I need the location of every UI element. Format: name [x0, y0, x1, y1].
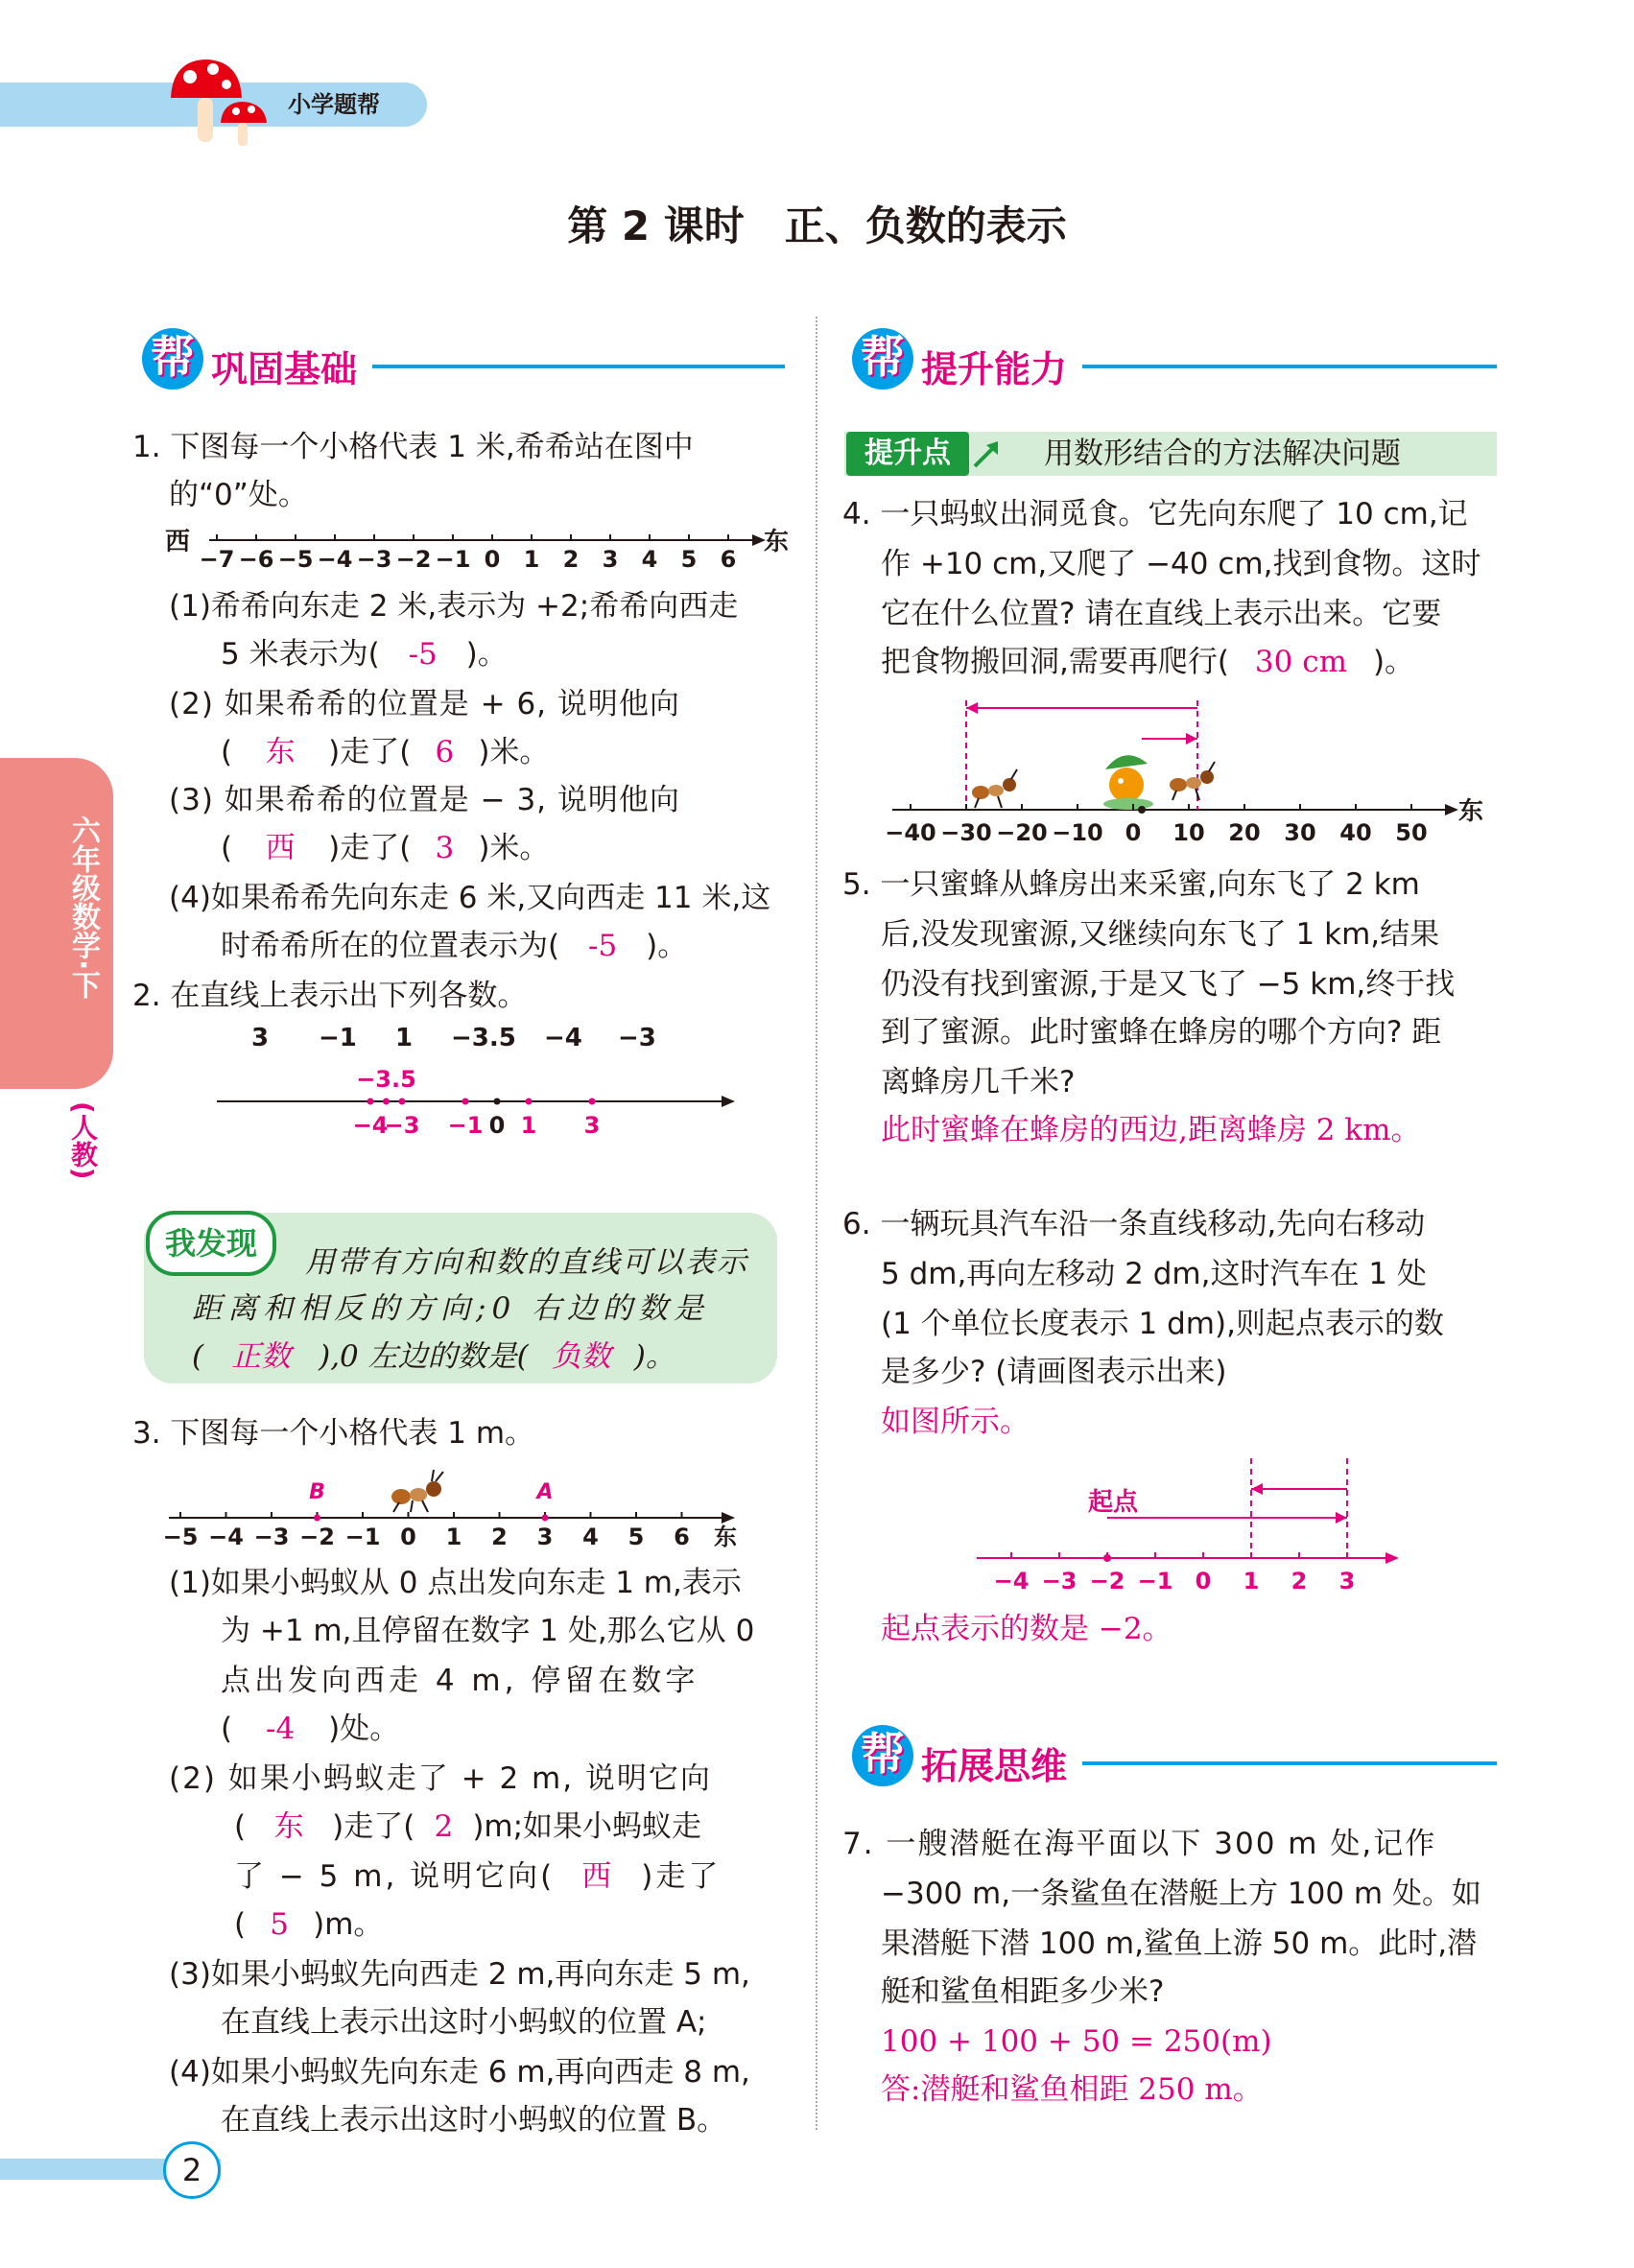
mushroom-logo-icon: [163, 56, 278, 148]
q3-tick-label: 5: [628, 1524, 645, 1550]
q2-point: [494, 1099, 501, 1105]
q1-p2-line1: (2) 如果希希的位置是 + 6, 说明他向: [169, 687, 680, 721]
q7-answer1: 100 + 100 + 50 = 250(m): [881, 2024, 1272, 2059]
q2-number: −4: [544, 1024, 582, 1052]
answer: 西: [581, 1859, 615, 1894]
q1-tick-label: 6: [720, 546, 737, 573]
q2-point: [526, 1099, 533, 1105]
discover-line2: 距离和相反的方向;0 右边的数是: [192, 1291, 710, 1326]
q1-tick-label: 3: [602, 546, 619, 573]
q7-line3: 果潜艇下潜 100 m,鲨鱼上游 50 m。此时,潜: [881, 1926, 1478, 1961]
q1-p2-line2: [221, 727, 549, 777]
q3-tick-label: −1: [344, 1524, 381, 1550]
q3-p1-line1: (1)如果小蚂蚁从 0 点出发向东走 1 m,表示: [169, 1566, 742, 1600]
text: )处。: [328, 1712, 400, 1746]
text: )米。: [478, 831, 550, 865]
answer: 西: [265, 831, 296, 865]
q1-tick-label: −3: [356, 546, 392, 573]
q1-p3-line1: (3) 如果希希的位置是 − 3, 说明他向: [169, 783, 680, 817]
discover-badge: 我发现: [146, 1211, 276, 1276]
q4-tick-label: −20: [996, 819, 1048, 846]
q6-tick-label: 0: [1195, 1568, 1212, 1595]
q2-point: [589, 1099, 596, 1105]
q5-line5: 离蜂房几千米?: [881, 1065, 1076, 1099]
q2-point: [383, 1099, 390, 1105]
answer: 2: [434, 1809, 454, 1844]
page-number: 2: [163, 2141, 221, 2199]
answer: 东: [273, 1809, 304, 1844]
text: )m。: [313, 1907, 384, 1942]
q4-tick-label: 0: [1125, 819, 1142, 846]
q6-tick-label: −4: [993, 1568, 1030, 1595]
text: 了 − 5 m, 说明它向(: [234, 1859, 556, 1894]
text: (: [221, 831, 233, 865]
q1-stem-line2: 的“0”处。: [169, 478, 308, 512]
q4-tick-label: −10: [1052, 819, 1103, 846]
answer: 6: [435, 735, 455, 769]
q4-line4: [881, 637, 1414, 687]
q3-p2-line1: (2) 如果小蚂蚁走了 + 2 m, 说明它向: [169, 1761, 712, 1796]
q3-p4-line1: (4)如果小蚂蚁先向东走 6 m,再向西走 8 m,: [169, 2055, 750, 2090]
text: )。: [1372, 645, 1415, 679]
q3-point-label: A: [536, 1480, 554, 1504]
arrow-icon: [969, 434, 1011, 476]
answer: 3: [435, 831, 455, 865]
q4-east-label: 东: [1458, 797, 1484, 826]
q2-number: −3: [618, 1024, 656, 1052]
q6-tick-label: −3: [1041, 1568, 1077, 1595]
answer: 正数: [231, 1339, 292, 1374]
text: )。: [633, 1339, 675, 1374]
q2-stem: 2. 在直线上表示出下列各数。: [132, 979, 528, 1013]
q3-tick-label: 2: [491, 1524, 508, 1550]
q1-tick-label: 5: [680, 546, 698, 573]
page-title: 第 2 课时 正、负数的表示: [567, 202, 1067, 249]
q5-answer: 此时蜜蜂在蜂房的西边,距离蜂房 2 km。: [881, 1113, 1421, 1147]
q6-line4: 是多少? (请画图表示出来): [881, 1355, 1227, 1389]
q3-stem: 3. 下图每一个小格代表 1 m。: [132, 1416, 535, 1451]
q1-tick-label: −7: [199, 546, 235, 573]
q2-point: [399, 1099, 406, 1105]
q4-tick-label: 30: [1284, 819, 1316, 846]
q2-number-line: [211, 1060, 739, 1137]
q1-number-line: [163, 523, 796, 580]
q7-line4: 艇和鲨鱼相距多少米?: [881, 1974, 1165, 2009]
q2-point-label: −1: [447, 1112, 484, 1137]
text: (: [192, 1339, 204, 1374]
q3-p2-line4: [234, 1900, 383, 1949]
q6-tick-label: 1: [1243, 1568, 1260, 1595]
q3-east-label: 东: [714, 1524, 737, 1550]
q6-start-point: [1103, 1554, 1111, 1562]
q1-east-label: 东: [764, 528, 790, 556]
point-text: 用数形结合的方法解决问题: [1044, 437, 1401, 471]
q1-tick-label: 2: [562, 546, 580, 573]
section-extend: [852, 1725, 1497, 1792]
text: )走了(: [328, 735, 412, 769]
q4-tick-label: 20: [1228, 819, 1261, 846]
q4-tick-label: −30: [940, 819, 992, 846]
text: (: [221, 1712, 233, 1746]
text: ),0 左边的数是(: [319, 1339, 529, 1374]
q1-p4-line1: (4)如果希希先向东走 6 米,又向西走 11 米,这: [169, 881, 771, 915]
q1-tick-label: −4: [317, 546, 353, 573]
q4-line3: 它在什么位置? 请在直线上表示出来。它要: [881, 597, 1442, 631]
q7-line1: 7. 一艘潜艇在海平面以下 300 m 处,记作: [842, 1827, 1437, 1861]
q5-line3: 仍没有找到蜜源,于是又飞了 −5 km,终于找: [881, 967, 1456, 1002]
q4-tick-label: 40: [1339, 819, 1372, 846]
answer: 东: [265, 735, 296, 769]
q1-tick-label: −5: [277, 546, 314, 573]
discover-line1: 用带有方向和数的直线可以表示: [305, 1245, 748, 1280]
q7-line2: −300 m,一条鲨鱼在潜艇上方 100 m 处。如: [881, 1877, 1481, 1911]
answer: -5: [587, 929, 618, 963]
section-rule: [1082, 365, 1497, 368]
text: )走了(: [332, 1809, 415, 1844]
q3-tick-label: 4: [582, 1524, 599, 1550]
q1-tick-label: 0: [484, 546, 501, 573]
q3-tick-label: 0: [400, 1524, 416, 1550]
q3-point: [542, 1515, 549, 1522]
q6-answer1: 如图所示。: [881, 1405, 1030, 1439]
q1-tick-label: 4: [641, 546, 658, 573]
q3-point: [314, 1515, 320, 1522]
discover-line3: [192, 1332, 675, 1382]
section-title-extend: 拓展思维: [921, 1745, 1068, 1787]
section-rule: [1082, 1761, 1497, 1765]
q2-number: −1: [319, 1024, 357, 1052]
text: (: [221, 735, 233, 769]
q3-tick-label: 3: [536, 1524, 554, 1550]
q1-stem-line1: 1. 下图每一个小格代表 1 米,希希站在图中: [132, 430, 694, 464]
side-tab-grade: 六年级数学·下: [66, 815, 100, 1000]
q3-tick-label: 6: [674, 1524, 690, 1550]
q3-tick-label: −3: [253, 1524, 290, 1550]
q6-start-label: 起点: [1088, 1488, 1139, 1517]
q6-line3: (1 个单位长度表示 1 dm),则起点表示的数: [881, 1307, 1444, 1341]
text: 把食物搬回洞,需要再爬行(: [881, 645, 1229, 679]
q3-number-line: [163, 1458, 739, 1550]
food-icon: [1103, 755, 1153, 810]
q2-number: 3: [251, 1024, 270, 1052]
q7-answer2: 答:潜艇和鲨鱼相距 250 m。: [881, 2072, 1263, 2107]
q2-point-label: 0: [488, 1112, 506, 1137]
answer: -5: [408, 637, 438, 672]
q1-p1-line2: [221, 629, 508, 679]
q4-tick-label: 50: [1395, 819, 1428, 846]
q6-tick-label: 3: [1338, 1568, 1356, 1595]
q3-p4-line2: 在直线上表示出这时小蚂蚁的位置 B。: [221, 2103, 727, 2138]
q1-tick-label: 1: [523, 546, 540, 573]
text: )m;如果小蚂蚁走: [472, 1809, 702, 1844]
q2-number: −3.5: [451, 1024, 516, 1052]
text: 时希希所在的位置表示为(: [221, 929, 560, 963]
q1-p3-line2: [221, 823, 549, 873]
text: 5 米表示为(: [221, 637, 380, 672]
text: (: [234, 1809, 247, 1844]
text: )。: [646, 929, 688, 963]
q6-line2: 5 dm,再向左移动 2 dm,这时汽车在 1 处: [881, 1257, 1427, 1291]
q4-tick-label: −40: [885, 819, 936, 846]
q2-point: [462, 1099, 469, 1105]
q3-p2-line2: [234, 1802, 701, 1852]
q3-tick-label: 1: [445, 1524, 462, 1550]
section-rule: [372, 365, 785, 368]
text: )走了: [641, 1859, 722, 1894]
brand-name: 小学题帮: [288, 91, 380, 118]
q2-point-label: −4: [352, 1112, 389, 1137]
q3-p2-line3: [234, 1852, 721, 1902]
q6-answer2: 起点表示的数是 −2。: [881, 1612, 1172, 1646]
bang-badge: 帮: [852, 328, 913, 390]
q1-tick-label: −2: [395, 546, 432, 573]
q4-line2: 作 +10 cm,又爬了 −40 cm,找到食物。这时: [881, 547, 1481, 581]
section-title-basic: 巩固基础: [211, 348, 358, 390]
answer: -4: [266, 1712, 296, 1746]
q3-tick-label: −5: [163, 1524, 199, 1550]
q3-p1-line2: 为 +1 m,且停留在数字 1 处,那么它从 0: [221, 1614, 755, 1648]
q2-point-label: 1: [520, 1112, 537, 1137]
q1-p4-line2: [221, 921, 687, 971]
q4-number-line: [883, 691, 1497, 863]
ant-icon: [972, 769, 1017, 808]
q3-p3-line1: (3)如果小蚂蚁先向西走 2 m,再向东走 5 m,: [169, 1957, 750, 1992]
answer: 5: [270, 1907, 289, 1942]
q2-point-label: −3: [384, 1112, 420, 1137]
q3-point-label: B: [309, 1480, 325, 1504]
q2-number-list: [251, 1021, 674, 1059]
q5-line2: 后,没发现蜜源,又继续向东飞了 1 km,结果: [881, 917, 1440, 952]
q3-p3-line2: 在直线上表示出这时小蚂蚁的位置 A;: [221, 2005, 707, 2040]
q2-point-label: 3: [583, 1112, 601, 1137]
q2-point: [367, 1099, 374, 1105]
text: )米。: [478, 735, 550, 769]
text: )。: [465, 637, 508, 672]
q6-tick-label: −1: [1137, 1568, 1173, 1595]
text: )走了(: [328, 831, 412, 865]
column-divider: [816, 317, 817, 2130]
ant-icon: [391, 1470, 443, 1512]
q4-tick-label: 10: [1172, 819, 1205, 846]
side-tab-edition: (人教): [67, 1101, 99, 1180]
q6-line1: 6. 一辆玩具汽车沿一条直线移动,先向右移动: [842, 1207, 1426, 1241]
q1-tick-label: −6: [238, 546, 274, 573]
q2-number: 1: [395, 1024, 414, 1052]
answer: 30 cm: [1254, 645, 1347, 679]
q1-tick-label: −1: [435, 546, 471, 573]
q6-tick-label: 2: [1291, 1568, 1308, 1595]
q1-west-label: 西: [165, 528, 191, 556]
text: (: [234, 1907, 247, 1942]
point-badge: 提升点: [846, 432, 969, 476]
ant-icon: [1170, 762, 1215, 800]
section-improve: [852, 328, 1497, 395]
section-title-improve: 提升能力: [921, 348, 1068, 390]
q6-tick-label: −2: [1089, 1568, 1125, 1595]
q5-line4: 到了蜜源。此时蜜蜂在蜂房的哪个方向? 距: [881, 1015, 1442, 1050]
q2-point-label: −3.5: [356, 1066, 416, 1093]
q4-line1: 4. 一只蚂蚁出洞觅食。它先向东爬了 10 cm,记: [842, 497, 1468, 532]
bang-badge: 帮: [852, 1725, 913, 1786]
q3-tick-label: −2: [299, 1524, 335, 1550]
q6-number-line: [969, 1449, 1410, 1602]
q3-tick-label: −4: [208, 1524, 244, 1550]
q5-line1: 5. 一只蜜蜂从蜂房出来采蜜,向东飞了 2 km: [842, 867, 1420, 902]
bang-badge: 帮: [142, 328, 203, 390]
q3-p1-line3: 点出发向西走 4 m, 停留在数字: [221, 1664, 699, 1698]
q1-p1-line1: (1)希希向东走 2 米,表示为 +2;希希向西走: [169, 589, 739, 624]
q3-p1-line4: [221, 1704, 399, 1754]
answer: 负数: [551, 1339, 611, 1374]
section-basic: [142, 328, 785, 395]
